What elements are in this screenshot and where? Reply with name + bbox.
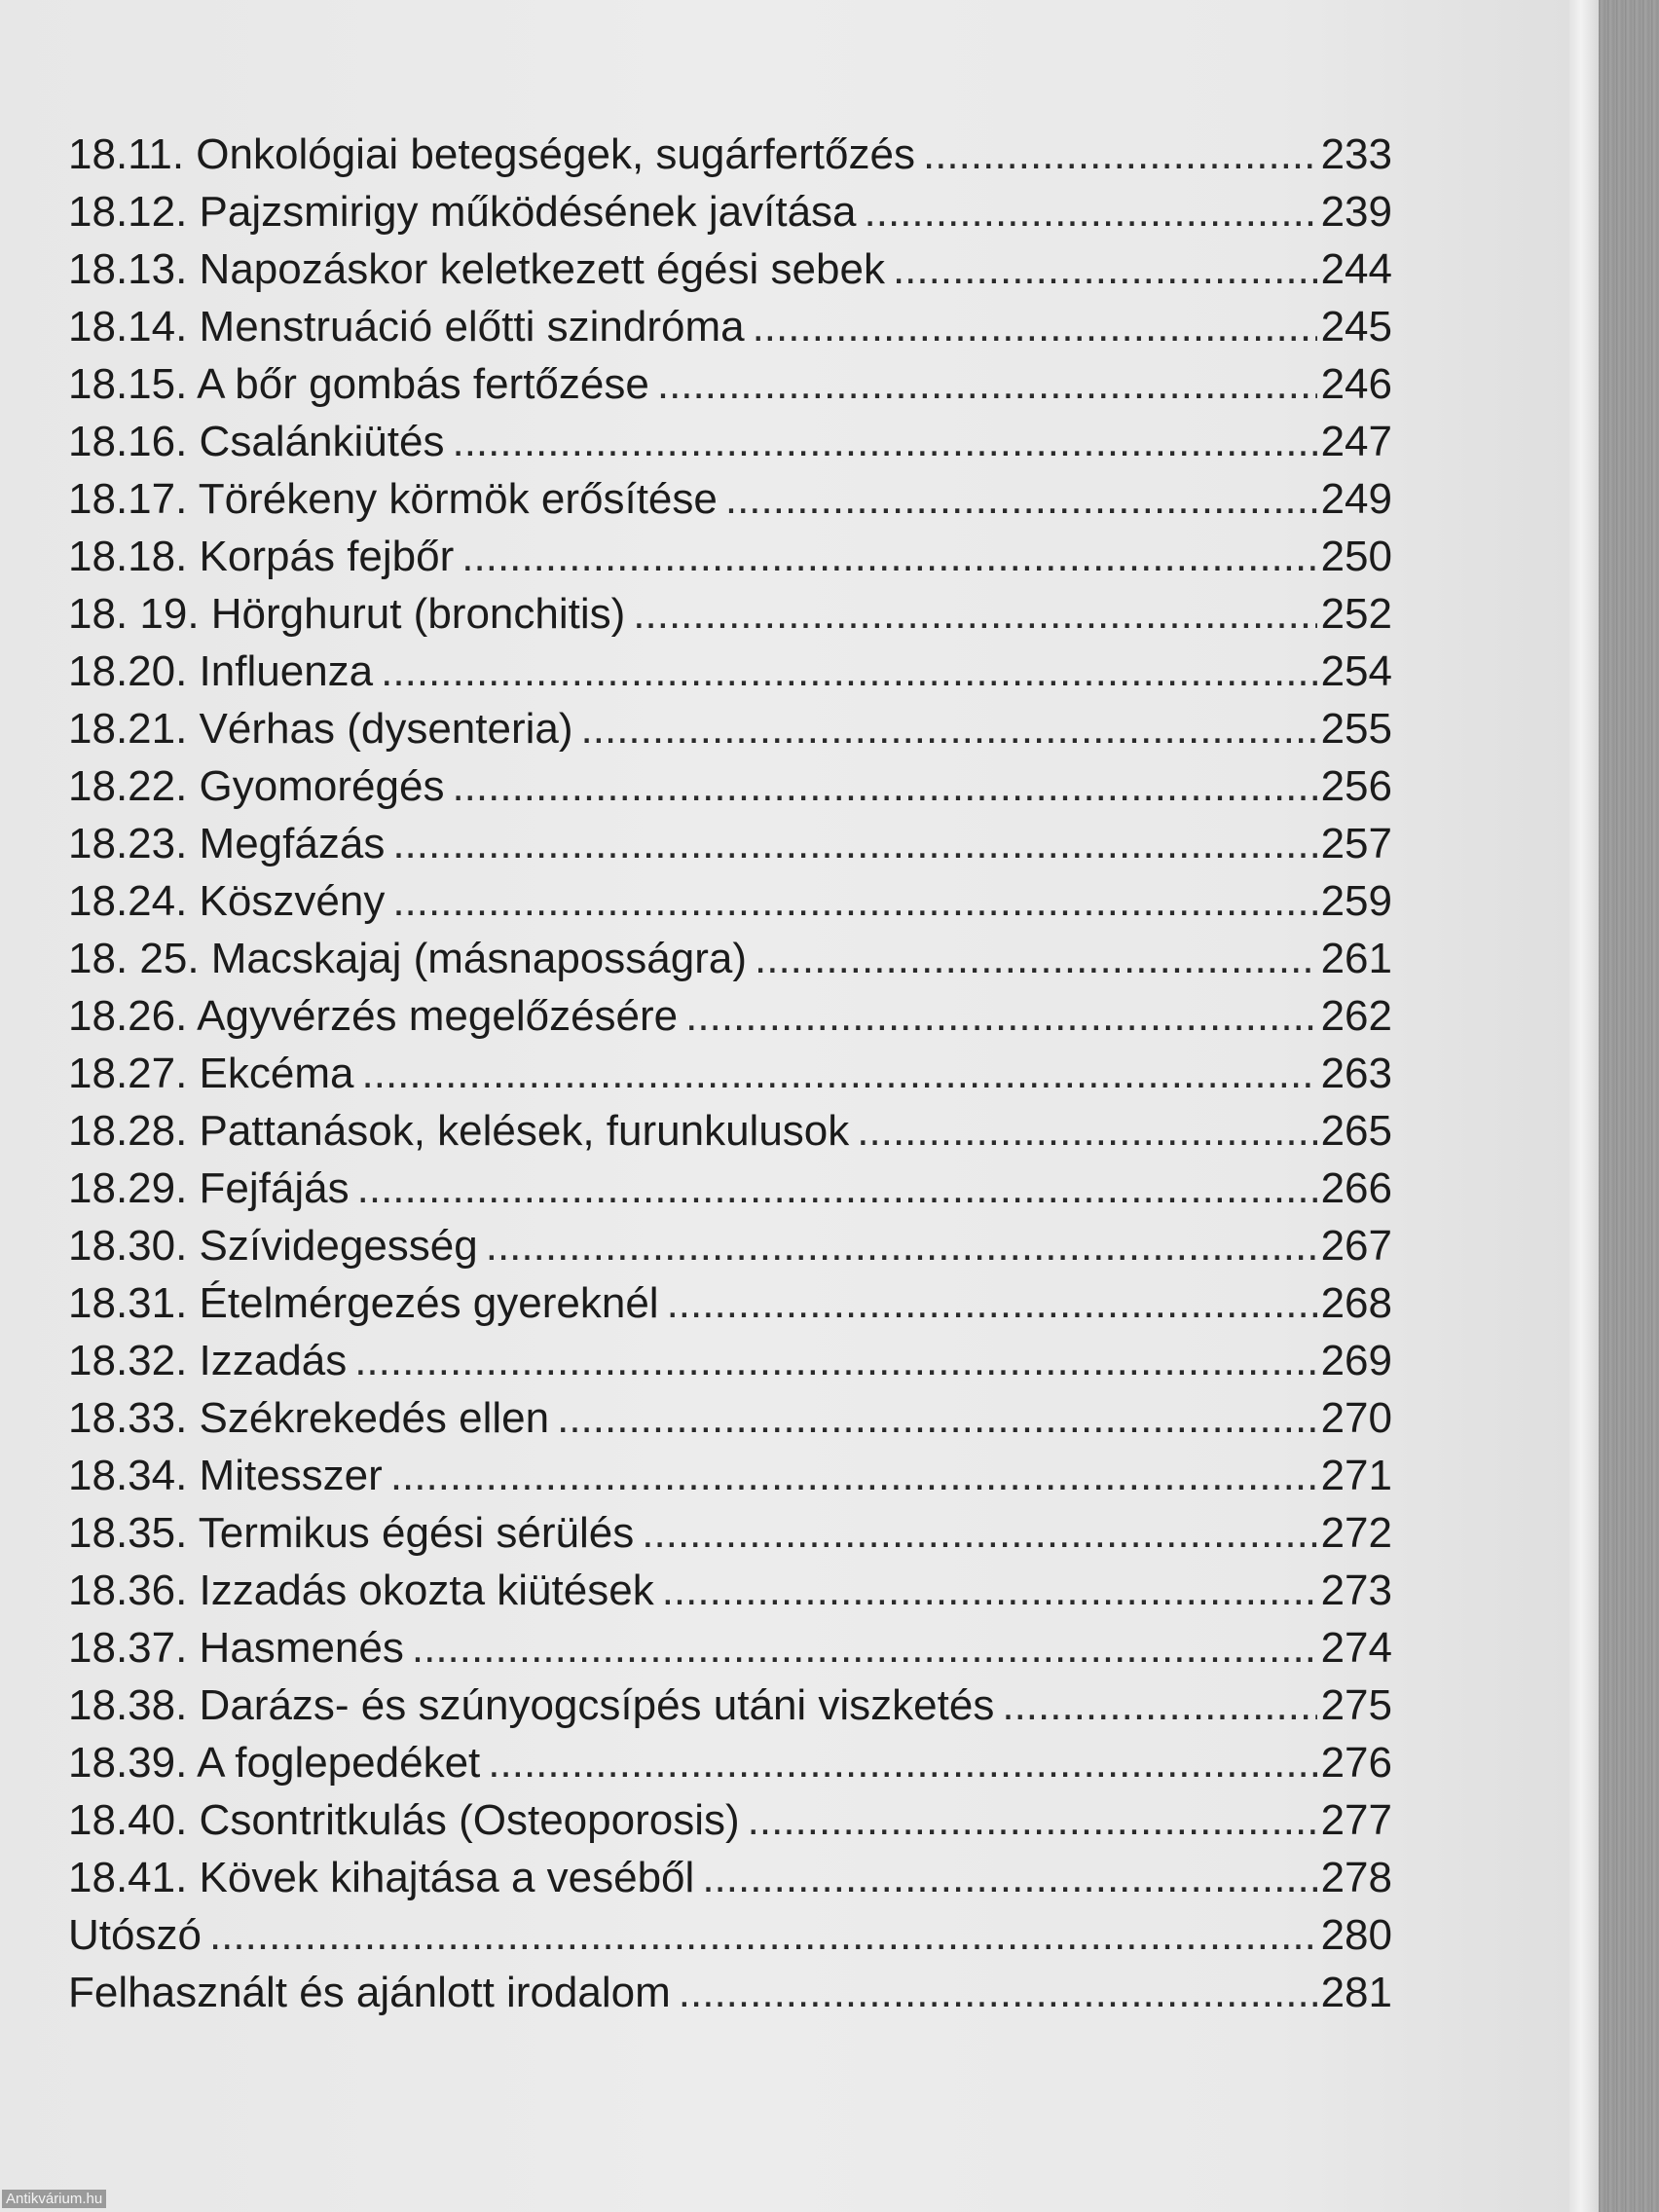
toc-entry <box>68 1164 1392 1222</box>
toc-entry <box>68 1739 1392 1796</box>
dot-leader <box>354 1337 1316 1385</box>
toc-entry <box>68 647 1392 705</box>
toc-entry-page-number: 249 <box>1320 475 1392 523</box>
toc-entry <box>68 188 1392 245</box>
dot-leader <box>657 360 1317 409</box>
dot-leader <box>662 1567 1317 1615</box>
toc-entry <box>68 1279 1392 1337</box>
toc-entry-title: 18.24. Köszvény <box>68 877 386 925</box>
dot-leader <box>581 705 1317 754</box>
dot-leader <box>865 188 1317 237</box>
dot-leader <box>392 877 1316 926</box>
toc-entry-page-number: 270 <box>1320 1394 1392 1442</box>
dot-leader <box>748 1796 1317 1845</box>
table-of-contents <box>68 130 1392 2026</box>
dot-leader <box>633 590 1316 639</box>
toc-entry <box>68 1222 1392 1279</box>
toc-entry-page-number: 268 <box>1320 1279 1392 1327</box>
toc-entry-title: 18.12. Pajzsmirigy működésének javítása <box>68 188 857 236</box>
dot-leader <box>557 1394 1316 1443</box>
toc-entry-title: 18.34. Mitesszer <box>68 1452 383 1499</box>
toc-entry <box>68 877 1392 935</box>
toc-entry <box>68 820 1392 877</box>
toc-entry <box>68 1107 1392 1164</box>
scan-background <box>1599 0 1659 2212</box>
toc-entry-page-number: 244 <box>1320 245 1392 293</box>
toc-entry-title: Felhasznált és ajánlott irodalom <box>68 1969 671 2016</box>
dot-leader <box>486 1222 1317 1271</box>
dot-leader <box>702 1854 1316 1902</box>
toc-entry-title: 18.35. Termikus égési sérülés <box>68 1509 635 1557</box>
toc-entry-page-number: 250 <box>1320 533 1392 580</box>
dot-leader <box>725 475 1317 524</box>
toc-entry-title: 18.40. Csontritkulás (Osteoporosis) <box>68 1796 740 1844</box>
dot-leader <box>390 1452 1317 1500</box>
toc-entry-title: 18.33. Székrekedés ellen <box>68 1394 550 1442</box>
toc-entry <box>68 1509 1392 1567</box>
toc-entry-title: 18.31. Ételmérgezés gyereknél <box>68 1279 659 1327</box>
toc-entry-title: 18.13. Napozáskor keletkezett égési sebek <box>68 245 885 293</box>
toc-entry-page-number: 261 <box>1320 935 1392 982</box>
toc-entry <box>68 1567 1392 1624</box>
toc-entry <box>68 1624 1392 1681</box>
dot-leader <box>452 762 1316 811</box>
toc-entry-title: 18.32. Izzadás <box>68 1337 348 1384</box>
dot-leader <box>362 1050 1317 1098</box>
toc-entry-title: 18.16. Csalánkiütés <box>68 418 445 465</box>
toc-entry-page-number: 266 <box>1320 1164 1392 1212</box>
toc-entry-page-number: 276 <box>1320 1739 1392 1787</box>
dot-leader <box>923 130 1317 179</box>
dot-leader <box>461 533 1316 581</box>
toc-entry-page-number: 233 <box>1320 130 1392 178</box>
dot-leader <box>857 1107 1316 1156</box>
toc-entry-title: 18.39. A foglepedéket <box>68 1739 481 1787</box>
toc-entry-title: 18.28. Pattanások, kelések, furunkulusok <box>68 1107 850 1155</box>
toc-entry <box>68 1452 1392 1509</box>
toc-entry-title: 18. 19. Hörghurut (bronchitis) <box>68 590 626 638</box>
toc-entry <box>68 418 1392 475</box>
toc-entry-page-number: 259 <box>1320 877 1392 925</box>
dot-leader <box>642 1509 1316 1558</box>
toc-entry <box>68 1681 1392 1739</box>
toc-entry-title: 18.29. Fejfájás <box>68 1164 350 1212</box>
dot-leader <box>753 303 1317 351</box>
toc-entry-title: 18.15. A bőr gombás fertőzése <box>68 360 649 408</box>
toc-entry <box>68 303 1392 360</box>
toc-entry-page-number: 255 <box>1320 705 1392 753</box>
toc-entry-page-number: 272 <box>1320 1509 1392 1557</box>
toc-entry-page-number: 275 <box>1320 1681 1392 1729</box>
toc-entry-page-number: 280 <box>1320 1911 1392 1959</box>
toc-entry <box>68 360 1392 418</box>
dot-leader <box>679 1969 1317 2017</box>
toc-entry-title: 18.38. Darázs- és szúnyogcsípés utáni viszketés <box>68 1681 995 1729</box>
toc-entry <box>68 1050 1392 1107</box>
dot-leader <box>755 935 1317 983</box>
toc-entry <box>68 1911 1392 1969</box>
toc-entry-title: 18.11. Onkológiai betegségek, sugárfertőzés <box>68 130 915 178</box>
toc-entry-page-number: 252 <box>1320 590 1392 638</box>
toc-entry-page-number: 278 <box>1320 1854 1392 1901</box>
toc-entry-title: 18.22. Gyomorégés <box>68 762 445 810</box>
toc-entry-page-number: 262 <box>1320 992 1392 1040</box>
toc-entry <box>68 705 1392 762</box>
toc-entry <box>68 1337 1392 1394</box>
toc-entry <box>68 475 1392 533</box>
toc-entry-page-number: 247 <box>1320 418 1392 465</box>
toc-entry <box>68 1854 1392 1911</box>
dot-leader <box>1002 1681 1316 1730</box>
toc-entry-page-number: 271 <box>1320 1452 1392 1499</box>
toc-entry-page-number: 274 <box>1320 1624 1392 1672</box>
toc-entry-page-number: 273 <box>1320 1567 1392 1614</box>
toc-entry-page-number: 277 <box>1320 1796 1392 1844</box>
toc-entry-page-number: 267 <box>1320 1222 1392 1270</box>
toc-entry <box>68 590 1392 647</box>
toc-entry-page-number: 245 <box>1320 303 1392 350</box>
toc-entry <box>68 992 1392 1050</box>
toc-entry-title: 18.27. Ekcéma <box>68 1050 354 1097</box>
toc-entry-page-number: 263 <box>1320 1050 1392 1097</box>
toc-entry-title: 18.37. Hasmenés <box>68 1624 404 1672</box>
toc-entry-page-number: 281 <box>1320 1969 1392 2016</box>
toc-entry-title: 18.18. Korpás fejbőr <box>68 533 455 580</box>
toc-entry <box>68 1796 1392 1854</box>
dot-leader <box>488 1739 1316 1788</box>
dot-leader <box>667 1279 1317 1328</box>
toc-entry <box>68 762 1392 820</box>
page-edge <box>1569 0 1601 2212</box>
toc-entry-page-number: 254 <box>1320 647 1392 695</box>
toc-entry-title: 18.17. Törékeny körmök erősítése <box>68 475 718 523</box>
toc-entry-page-number: 256 <box>1320 762 1392 810</box>
toc-entry-title: Utószó <box>68 1911 202 1959</box>
dot-leader <box>381 647 1316 696</box>
toc-entry <box>68 245 1392 303</box>
watermark: Antikvárium.hu <box>2 2190 106 2208</box>
toc-entry-title: 18.36. Izzadás okozta kiütések <box>68 1567 654 1614</box>
toc-entry <box>68 1969 1392 2026</box>
toc-entry-title: 18.26. Agyvérzés megelőzésére <box>68 992 679 1040</box>
toc-entry-page-number: 257 <box>1320 820 1392 867</box>
toc-entry <box>68 533 1392 590</box>
toc-entry-title: 18.41. Kövek kihajtása a veséből <box>68 1854 695 1901</box>
dot-leader <box>357 1164 1317 1213</box>
toc-entry-page-number: 269 <box>1320 1337 1392 1384</box>
dot-leader <box>893 245 1317 294</box>
toc-entry-page-number: 246 <box>1320 360 1392 408</box>
dot-leader <box>392 820 1316 868</box>
toc-entry <box>68 1394 1392 1452</box>
toc-entry-title: 18.30. Szívidegesség <box>68 1222 478 1270</box>
dot-leader <box>452 418 1316 466</box>
toc-entry-title: 18.20. Influenza <box>68 647 374 695</box>
dot-leader <box>685 992 1316 1041</box>
toc-entry-page-number: 239 <box>1320 188 1392 236</box>
toc-entry-title: 18.21. Vérhas (dysenteria) <box>68 705 573 753</box>
toc-entry-page-number: 265 <box>1320 1107 1392 1155</box>
dot-leader <box>412 1624 1317 1673</box>
toc-entry <box>68 130 1392 188</box>
toc-entry-title: 18.23. Megfázás <box>68 820 386 867</box>
dot-leader <box>209 1911 1317 1960</box>
toc-entry-title: 18.14. Menstruáció előtti szindróma <box>68 303 745 350</box>
toc-entry-title: 18. 25. Macskajaj (másnaposságra) <box>68 935 747 982</box>
toc-entry <box>68 935 1392 992</box>
